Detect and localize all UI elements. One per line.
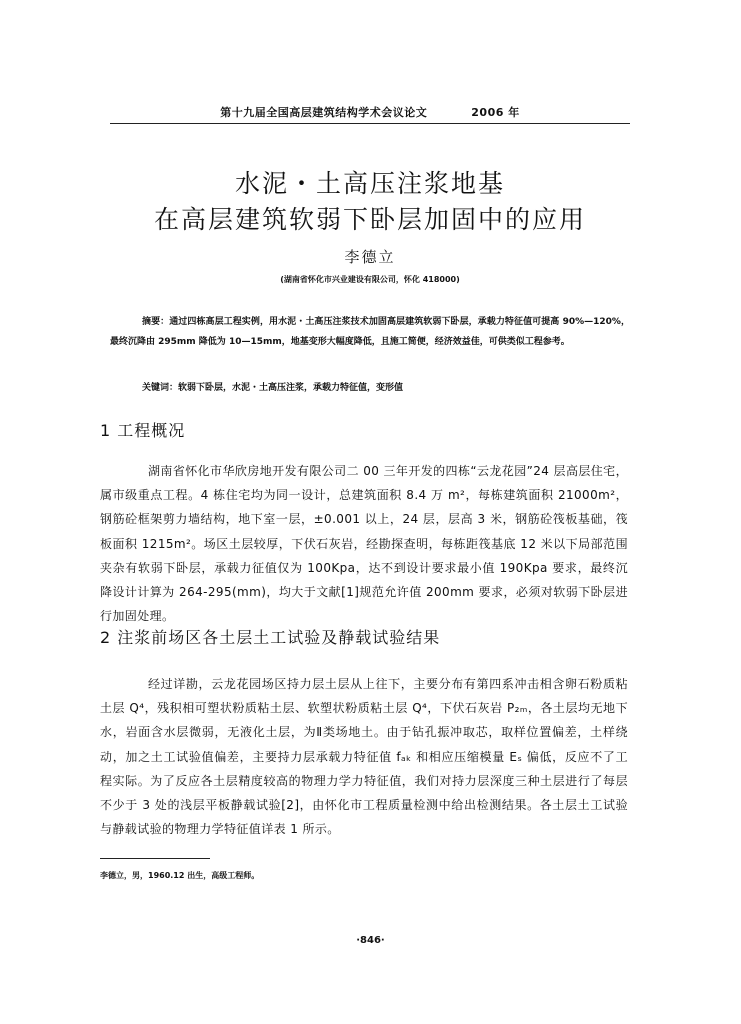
header-rule [110,123,630,124]
abstract: 摘要：通过四栋高层工程实例，用水泥・土高压注浆技术加固高层建筑软弱下卧层，承载力特征值可提高 90%—120%，最终沉降由 295mm 降低为 10—15mm，地基变形大幅度降低，且施工简便，经济效益佳，可供类似工程参考。 [110,317,630,347]
section-1-text: 湖南省怀化市华欣房地开发有限公司二 00 三年开发的四栋“云龙花园”24 层高层住宅，属市级重点工程。4 栋住宅均为同一设计，总建筑面积 8.4 万 m²，每栋建筑面积 21000m²，钢筋砼框架剪力墙结构，地下室一层，±0.001 以上，24 层，层高 3 米，钢筋砼筏板基础，筏板面积 1215m²。场区土层较厚，下伏石灰岩，经勘探查明，每栋距筏基底 12 米以下局部范围夹杂有软弱下卧层，承载力征值仅为 100Kpa，达不到设计要求最小值 190Kpa 要求，最终沉降设计计算为 264-295(mm)，均大于文献[1]规范允许值 200mm 要求，必须对软弱下卧层进行加固处理。 [100,464,628,624]
title-line-1: 水泥・土高压注浆地基 [234,169,505,198]
header-year: 2006 年 [471,106,520,119]
section-1-heading: 1 工程概况 [100,421,186,440]
running-header [110,104,630,120]
author: 李德立 [344,248,396,266]
section-2-text: 经过详勘，云龙花园场区持力层土层从上往下，主要分布有第四系冲击相含卵石粉质粘土层 Q⁴，残积相可塑状粉质粘土层、软塑状粉质粘土层 Q⁴，下伏石灰岩 P₂ₘ，各土层均无地下水，岩面含水层微弱，无液化土层，为Ⅱ类场地土。由于钻孔振冲取芯，取样位置偏差，土样绕动，加之土工试验值偏差，主要持力层承载力特征值 fₐₖ 和相应压缩模量 Eₛ 偏低，反应不了工程实际。为了反应各土层精度较高的物理力学力特征值，我们对持力层深度三种土层进行了每层不少于 3 处的浅层平板静载试验[2]，由怀化市工程质量检测中给出检测结果。各土层土工试验与静载试验的物理力学特征值详表 1 所示。 [100,677,628,837]
keywords: 关键词：软弱下卧层，水泥・土高压注浆，承载力特征值，变形值 [142,383,404,393]
page-number: ·846· [356,935,385,946]
conference-name: 第十九届全国高层建筑结构学术会议论文 [220,106,428,119]
affiliation: (湖南省怀化市兴业建设有限公司，怀化 418000) [280,275,460,284]
section-2-heading: 2 注浆前场区各土层土工试验及静载试验结果 [100,628,441,647]
title-line-2: 在高层建筑软弱下卧层加固中的应用 [153,205,586,234]
footnote-rule [100,858,210,859]
footnote: 李德立，男，1960.12 出生，高级工程师。 [100,871,260,880]
